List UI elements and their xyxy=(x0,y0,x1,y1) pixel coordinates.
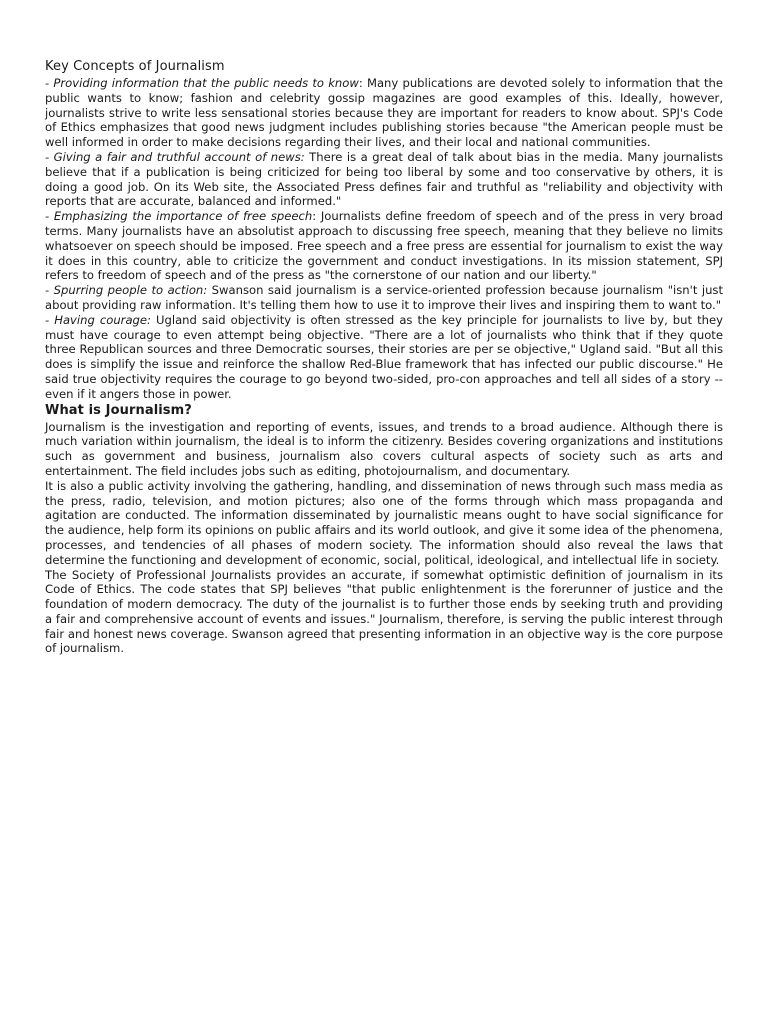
concept-body: Ugland said objectivity is often stressed as the key principle for journalists to live by, but they must have courage to even attempt being objective. "There are a lot of journalists who think that if they quote three Republican sources and three Democratic sourses, their stories are per se objective," Ugland said. "But all this does is simplify the issue and reinforce the shallow Red-Blue framework that has infected our public discourse." He said true objectivity requires the courage to go beyond two-sided, pro-con approaches and tell all sides of a story -- even if it angers those in power. xyxy=(45,312,723,401)
concept-paragraph xyxy=(45,150,723,209)
concept-paragraph xyxy=(45,313,723,402)
concept-body: There is a great deal of talk about bias in the media. Many journalists believe that if a publication is being criticized for being too liberal by some and too conservative by others, it is doing a good job. On its Web site, the Associated Press defines fair and truthful as "reliability and objectivity with reports that are accurate, balanced and informed." xyxy=(45,149,723,209)
concept-lead: - Giving a fair and truthful account of news: xyxy=(45,149,305,164)
what-is-journalism-heading: What is Journalism? xyxy=(45,402,192,418)
concept-lead: - Having courage: xyxy=(45,312,151,327)
concept-paragraph xyxy=(45,283,723,313)
concept-body: Swanson said journalism is a service-oriented profession because journalism "isn't just about providing raw information. It's telling them how to use it to improve their lives and inspiring them to want to." xyxy=(45,283,723,312)
concept-body: : Many publications are devoted solely to information that the public wants to know; fashion and celebrity gossip magazines are good examples of this. Ideally, however, journalists strive to write less sensational stories because they are important for readers to know about. SPJ's Code of Ethics emphasizes that good news judgment includes publishing stories because "the American people must be well informed in order to make decisions regarding their lives, and their local and national communities. xyxy=(45,76,723,150)
key-concepts-heading: Key Concepts of Journalism xyxy=(45,59,225,74)
concept-lead: - Spurring people to action: xyxy=(45,283,208,298)
concept-lead: - Providing information that the public needs to know xyxy=(45,76,359,90)
concept-paragraph xyxy=(45,76,723,150)
body-paragraph: The Society of Professional Journalists provides an accurate, if somewhat optimistic definition of journalism in its Code of Ethics. The code states that SPJ believes "that public enlightenment is the forerunner of justice and the foundation of modern democracy. The duty of the journalist is to further those ends by seeking truth and providing a fair and comprehensive account of events and issues." Journalism, therefore, is serving the public interest through fair and honest news coverage. Swanson agreed that presenting information in an objective way is the core purpose of journalism. xyxy=(45,567,723,656)
document-page xyxy=(45,58,723,656)
concept-lead: - Emphasizing the importance of free speech xyxy=(45,209,313,224)
concept-body: : Journalists define freedom of speech and of the press in very broad terms. Many journalists have an absolutist approach to discussing free speech, meaning that they believe no limits whatsoever on speech should be imposed. Free speech and a free press are essential for journalism to exist the way it does in this country, able to criticize the government and conduct investigations. In its mission statement, SPJ refers to freedom of speech and of the press as "the cornerstone of our nation and our liberty." xyxy=(45,209,723,283)
body-paragraph: It is also a public activity involving the gathering, handling, and dissemination of news through such mass media as the press, radio, television, and motion pictures; also one of the forms through which mass propaganda and agitation are conducted. The information disseminated by journalistic means ought to have social significance for the audience, help form its opinions on public affairs and its world outlook, and give it some idea of the phenomena, processes, and tendencies of all phases of modern society. The information should also reveal the laws that determine the functioning and development of economic, social, political, ideological, and intellectual life in society. xyxy=(45,478,723,567)
concept-paragraph xyxy=(45,209,723,283)
body-paragraph: Journalism is the investigation and reporting of events, issues, and trends to a broad audience. Although there is much variation within journalism, the ideal is to inform the citizenry. Besides covering organizations and institutions such as government and business, journalism also covers cultural aspects of society such as arts and entertainment. The field includes jobs such as editing, photojournalism, and documentary. xyxy=(45,419,723,478)
